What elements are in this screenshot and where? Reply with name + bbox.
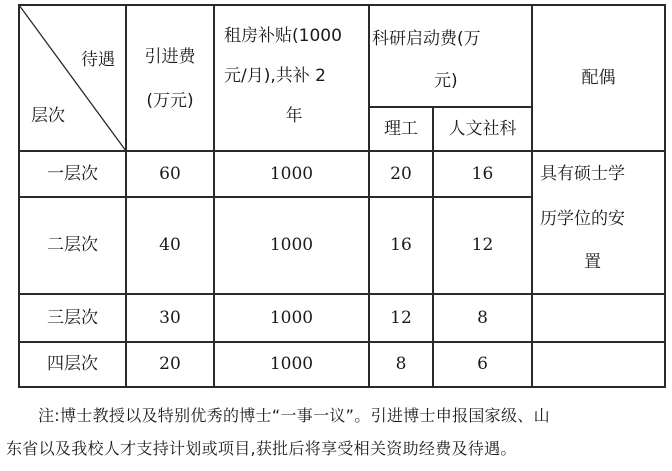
row-rent-subsidy: 1000 (269, 354, 314, 374)
header-corner-level: 层次 (31, 105, 65, 126)
footnote-line1: 注:博士教授以及特别优秀的博士“一事一议”。引进博士申报国家级、山 (38, 406, 550, 425)
row-level: 二层次 (47, 235, 98, 255)
header-intro-fee-line2: (万元) (146, 91, 194, 111)
row-research-sci: 8 (395, 354, 407, 374)
header-rent-line1: 租房补贴(1000 (224, 26, 342, 46)
header-research-line2: 元) (434, 71, 458, 91)
header-research-sci: 理工 (384, 118, 418, 139)
header-research-line1: 科研启动费(万 (372, 29, 481, 49)
row-research-hum: 6 (477, 354, 488, 374)
header-corner-treatment: 待遇 (81, 49, 115, 70)
header-research-fee (372, 18, 532, 102)
header-intro-fee (127, 35, 213, 123)
row-level: 一层次 (47, 163, 98, 184)
row-intro-fee: 60 (159, 163, 181, 184)
spouse-note-line1: 具有硕士学 (540, 164, 625, 184)
spouse-note (540, 164, 660, 272)
row-level: 三层次 (47, 307, 98, 328)
spouse-note-line3: 置 (584, 252, 601, 272)
row-research-sci: 20 (390, 163, 412, 184)
header-rent-subsidy (224, 16, 364, 136)
header-research-hum: 人文社科 (448, 118, 517, 139)
row-rent-subsidy: 1000 (269, 307, 314, 328)
row-intro-fee: 20 (159, 354, 181, 374)
row-research-hum: 16 (471, 163, 494, 184)
row-rent-subsidy: 1000 (269, 235, 314, 255)
row-rent-subsidy: 1000 (269, 163, 314, 184)
row-level: 四层次 (47, 354, 98, 374)
header-spouse: 配偶 (581, 67, 616, 88)
row-research-sci: 16 (390, 235, 412, 255)
header-intro-fee-line1: 引进费 (144, 47, 196, 67)
footnote-line2: 东省以及我校人才支持计划或项目,获批后将享受相关资助经费及待遇。 (6, 439, 517, 458)
row-research-hum: 12 (471, 235, 494, 255)
header-rent-line3: 年 (285, 106, 303, 126)
row-research-sci: 12 (390, 307, 412, 328)
row-intro-fee: 40 (159, 235, 181, 255)
row-research-hum: 8 (477, 307, 488, 328)
header-rent-line2: 元/月),共补 2 (224, 66, 326, 86)
spouse-note-line2: 历学位的安 (540, 209, 625, 229)
row-intro-fee: 30 (159, 307, 181, 328)
